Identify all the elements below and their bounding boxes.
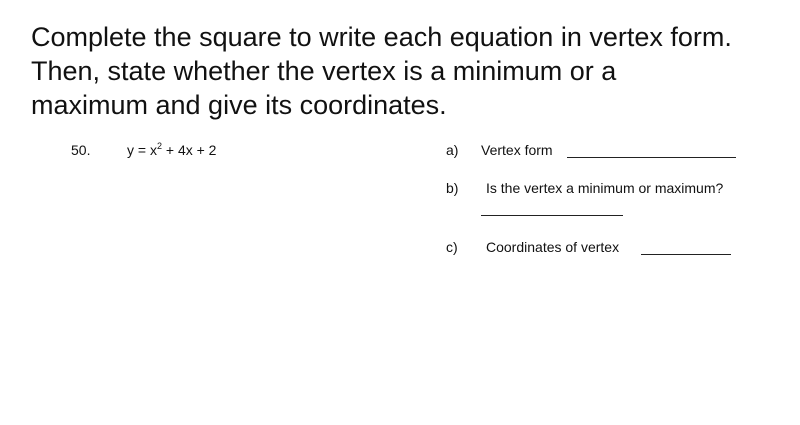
question-c-letter: c) <box>446 239 458 255</box>
instructions-line-3: maximum and give its coordinates. <box>31 90 447 120</box>
equation-suffix: + 4x + 2 <box>161 142 217 158</box>
equation <box>127 142 216 158</box>
question-a-letter: a) <box>446 142 459 158</box>
question-a-text: Vertex form <box>481 142 553 158</box>
problem-number: 50. <box>71 142 91 158</box>
vertex-coordinates-answer-blank[interactable] <box>641 254 731 255</box>
equation-prefix: y = x <box>127 142 157 158</box>
instructions-line-2: Then, state whether the vertex is a minimum or a <box>31 56 617 86</box>
equation-exponent: 2 <box>156 141 162 151</box>
instructions-line-1: Complete the square to write each equation in vertex form. <box>31 22 732 52</box>
question-b-text: Is the vertex a minimum or maximum? <box>486 180 724 196</box>
question-c-text: Coordinates of vertex <box>486 239 620 255</box>
question-b-letter: b) <box>446 180 459 196</box>
instructions-heading <box>31 20 791 122</box>
min-max-answer-blank[interactable] <box>481 215 623 216</box>
vertex-form-answer-blank[interactable] <box>567 157 736 158</box>
